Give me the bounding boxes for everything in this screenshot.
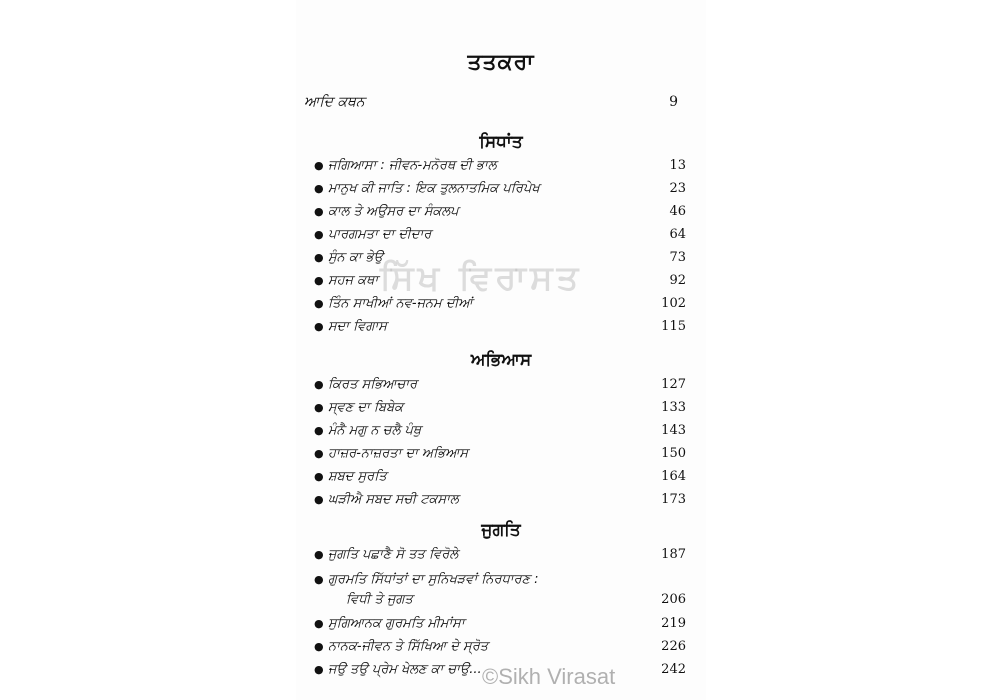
toc-entry [314, 442, 686, 464]
toc-entry-title: ਸਹਜ ਕਥਾ [328, 272, 379, 288]
bullet-icon: ● [314, 423, 324, 437]
toc-entry [314, 612, 686, 634]
toc-entry [314, 488, 686, 510]
toc-entry [314, 269, 686, 291]
toc-entry [314, 635, 686, 657]
section-heading-jugat: ਜੁਗਤਿ [481, 520, 521, 540]
toc-entry-page: 164 [661, 468, 686, 484]
toc-entry-title: ਨਾਨਕ-ਜੀਵਨ ਤੇ ਸਿੱਖਿਆ ਦੇ ਸ੍ਰੋਤ [328, 638, 489, 654]
toc-entry [314, 419, 686, 441]
toc-entry-title: ਜਗਿਆਸਾ : ਜੀਵਨ-ਮਨੋਰਥ ਦੀ ਭਾਲ [328, 157, 497, 173]
toc-entry-title: ਮਾਨੁਖ ਕੀ ਜਾਤਿ : ਇਕ ਤੁਲਨਾਤਮਿਕ ਪਰਿਪੇਖ [328, 180, 540, 196]
bullet-icon: ● [314, 547, 324, 561]
toc-entry-title: ਸੁੰਨ ਕਾ ਭੇਉ [328, 249, 383, 265]
toc-entry-title: ਸਦਾ ਵਿਗਾਸ [328, 318, 387, 334]
watermark-center: ਸਿੱਖ ਵਿਰਾਸਤ [380, 258, 583, 298]
toc-entry-page: 133 [661, 399, 686, 415]
toc-entry [314, 200, 686, 222]
toc-entry-title: ਪਾਰਗਮਤਾ ਦਾ ਦੀਦਾਰ [328, 226, 432, 242]
toc-entry-title: ਮੰਨੈ ਮਗੁ ਨ ਚਲੈ ਪੰਥੁ [328, 422, 422, 438]
toc-entry [314, 246, 686, 268]
toc-entry-page: 13 [669, 157, 686, 173]
bullet-icon: ● [314, 662, 324, 676]
bullet-icon: ● [314, 250, 324, 264]
bullet-icon: ● [314, 616, 324, 630]
toc-entry-title: ਗੁਰਮਤਿ ਸਿੱਧਾਂਤਾਂ ਦਾ ਸੁਨਿਖੜਵਾਂ ਨਿਰਧਾਰਣ : [328, 571, 539, 587]
toc-entry-title: ਕਾਲ ਤੇ ਅਉਸਰ ਦਾ ਸੰਕਲਪ [328, 203, 459, 219]
bullet-icon: ● [314, 377, 324, 391]
toc-entry-page: 206 [661, 592, 686, 607]
toc-entry-page: 64 [669, 226, 686, 242]
toc-entry-page: 219 [661, 615, 686, 631]
toc-entry [314, 292, 686, 314]
toc-entry-page: 92 [669, 272, 686, 288]
toc-entry-title: ਸ੍ਵਣ ਦਾ ਬਿਬੇਕ [328, 399, 404, 415]
bullet-icon: ● [314, 158, 324, 172]
bullet-icon: ● [314, 446, 324, 460]
toc-entry [314, 465, 686, 487]
toc-entry-page: 115 [661, 318, 686, 334]
toc-entry [314, 223, 686, 245]
toc-entry [314, 396, 686, 418]
toc-entry-page: 143 [661, 422, 686, 438]
toc-entry [314, 543, 686, 565]
toc-entry-page: 242 [661, 661, 686, 677]
bullet-icon: ● [314, 227, 324, 241]
toc-entry [314, 315, 686, 337]
toc-entry-title: ਸ਼ਬਦ ਸੁਰਤਿ [328, 468, 387, 484]
bullet-icon: ● [314, 639, 324, 653]
toc-entry [314, 154, 686, 176]
bullet-icon: ● [314, 181, 324, 195]
toc-entry-title: ਸੁਗਿਆਨਕ ਗੁਰਮਤਿ ਮੀਮਾਂਸਾ [328, 615, 465, 631]
toc-entry-page: 46 [669, 203, 686, 219]
intro-label: ਆਦਿ ਕਥਨ [304, 94, 365, 110]
watermark-corner: ©Sikh Virasat [482, 664, 616, 689]
toc-entry-page: 73 [669, 249, 686, 265]
toc-entry-page: 173 [661, 491, 686, 507]
toc-entry-title: ਘੜੀਐ ਸਬਦ ਸਚੀ ਟਕਸਾਲ [328, 491, 459, 507]
toc-entry-page: 23 [669, 180, 686, 196]
toc-entry-title: ਹਾਜ਼ਰ-ਨਾਜ਼ਰਤਾ ਦਾ ਅਭਿਆਸ [328, 445, 469, 461]
bullet-icon: ● [314, 400, 324, 414]
toc-entry-page: 102 [661, 295, 686, 311]
book-page [296, 0, 706, 700]
bullet-icon: ● [314, 492, 324, 506]
toc-entry-title: ਤਿੰਨ ਸਾਖੀਆਂ ਨਵ-ਜਨਮ ਦੀਆਂ [328, 295, 473, 311]
toc-entry [314, 177, 686, 199]
toc-entry [314, 658, 686, 680]
intro-page-number: 9 [669, 94, 678, 110]
bullet-icon: ● [314, 469, 324, 483]
toc-entry-page: 187 [661, 546, 686, 562]
bullet-icon: ● [314, 319, 324, 333]
toc-entry-title: ਕਿਰਤ ਸਭਿਆਚਾਰ [328, 376, 418, 392]
section-heading-sidhant: ਸਿਧਾਂਤ [479, 132, 523, 152]
section-heading-abhiaas: ਅਭਿਆਸ [470, 350, 532, 370]
toc-entry [314, 373, 686, 395]
toc-entry [314, 568, 686, 590]
bullet-icon: ● [314, 296, 324, 310]
toc-entry-continuation: ਵਿਧੀ ਤੇ ਜੁਗਤ [346, 592, 413, 607]
bullet-icon: ● [314, 204, 324, 218]
toc-entry-page: 127 [661, 376, 686, 392]
toc-entry-title: ਜਉ ਤਉ ਪ੍ਰੇਮ ਖੇਲਣ ਕਾ ਚਾਉ... [328, 661, 482, 677]
toc-entry-title: ਜੁਗਤਿ ਪਛਾਣੈ ਸੋ ਤਤ ਵਿਰੋਲੇ [328, 546, 459, 562]
page-title: ਤਤਕਰਾ [467, 50, 535, 75]
toc-entry-page: 150 [661, 445, 686, 461]
toc-entry-page: 226 [661, 638, 686, 654]
bullet-icon: ● [314, 273, 324, 287]
bullet-icon: ● [314, 572, 324, 586]
